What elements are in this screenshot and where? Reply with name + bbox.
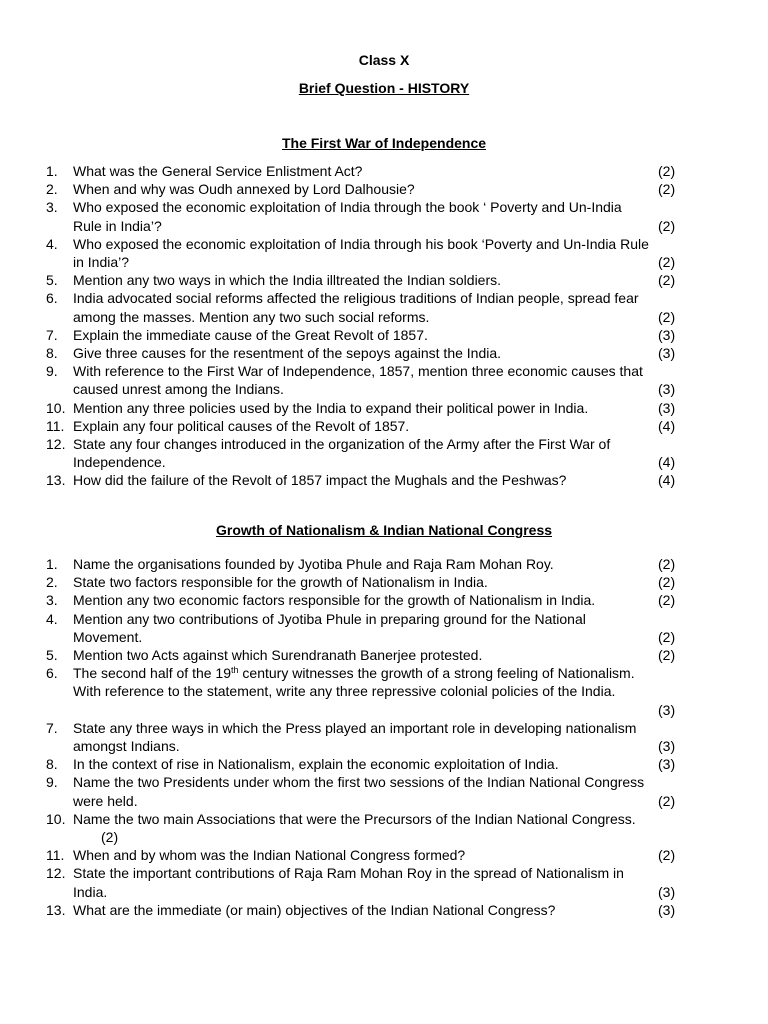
question-item: [0, 435, 713, 471]
question-item: [0, 326, 713, 344]
subtitle: Brief Question - HISTORY: [298, 80, 470, 96]
question-marks: (3): [658, 701, 676, 718]
question-marks: (3): [658, 399, 676, 416]
question-marks: (3): [658, 345, 676, 362]
question-number: 9.: [46, 363, 58, 380]
question-item: [0, 646, 713, 664]
question-marks: (2): [101, 829, 119, 846]
question-item: [0, 198, 713, 234]
question-text-continued: among the masses. Mention any two such social reforms.: [73, 308, 430, 325]
question-text: State two factors responsible for the growth of Nationalism in India.: [73, 574, 488, 591]
question-item: [0, 362, 713, 398]
question-list-nationalism: [0, 555, 713, 919]
question-number: 10.: [46, 399, 66, 416]
question-text: How did the failure of the Revolt of 1857 impact the Mughals and the Peshwas?: [73, 472, 567, 489]
question-text: When and why was Oudh annexed by Lord Dalhousie?: [73, 181, 415, 198]
question-text: Name the two Presidents under whom the first two sessions of the Indian National Congress: [73, 774, 645, 791]
question-number: 1.: [46, 556, 58, 572]
question-number: 9.: [46, 774, 58, 791]
question-number: 13.: [46, 472, 66, 489]
question-number: 8.: [46, 756, 58, 773]
question-text: In the context of rise in Nationalism, explain the economic exploitation of India.: [73, 756, 559, 773]
question-text-continued: caused unrest among the Indians.: [73, 381, 284, 398]
question-marks: (3): [658, 756, 676, 773]
question-number: 6.: [46, 290, 58, 307]
question-text: Name the two main Associations that were the Precursors of the Indian National Congress.: [73, 810, 636, 827]
question-marks: (3): [658, 738, 676, 755]
question-number: 7.: [46, 326, 58, 343]
question-text: Name the organisations founded by Jyotiba Phule and Raja Ram Mohan Roy.: [73, 556, 554, 572]
question-number: 6.: [46, 665, 58, 682]
question-number: 12.: [46, 865, 66, 882]
question-item: [0, 719, 713, 755]
question-marks: (2): [658, 574, 676, 591]
question-item: [0, 846, 713, 864]
question-text-continued: in India’?: [73, 254, 130, 271]
question-item: [0, 755, 713, 773]
question-text: [73, 664, 713, 682]
question-number: 11.: [46, 847, 65, 864]
question-number: 2.: [46, 574, 58, 591]
question-number: 11.: [46, 417, 65, 434]
question-marks: (2): [658, 272, 676, 289]
question-text-continued: Rule in India’?: [73, 217, 162, 234]
question-number: 4.: [46, 235, 58, 252]
question-text-continued: Movement.: [73, 628, 143, 645]
question-item: [0, 773, 713, 809]
question-number: 8.: [46, 345, 58, 362]
question-marks: (3): [658, 326, 676, 343]
question-marks: (2): [658, 308, 676, 325]
question-marks: (2): [658, 181, 676, 198]
question-item: [0, 573, 713, 591]
question-text: Mention any two ways in which the India illtreated the Indian soldiers.: [73, 272, 502, 289]
question-number: 5.: [46, 272, 58, 289]
question-text-part: century witnesses the growth of a strong feeling of Nationalism.: [238, 665, 635, 682]
question-number: 3.: [46, 199, 58, 216]
question-item: [0, 180, 713, 198]
question-item: [0, 162, 713, 180]
question-item: [0, 591, 713, 609]
question-marks: (3): [658, 381, 676, 398]
question-text: Give three causes for the resentment of the sepoys against the India.: [73, 345, 502, 362]
question-text: Who exposed the economic exploitation of India through the book ‘ Poverty and Un-India: [73, 199, 622, 216]
question-text: State any three ways in which the Press played an important role in developing nationalism: [73, 719, 637, 736]
question-marks: (2): [658, 628, 676, 645]
question-text-continued: were held.: [73, 792, 138, 809]
question-number: 13.: [46, 901, 66, 918]
question-marks: (3): [658, 883, 676, 900]
question-item: [0, 610, 713, 646]
question-text: State any four changes introduced in the organization of the Army after the First War of: [73, 436, 611, 453]
question-number: 7.: [46, 719, 58, 736]
question-text-continued: With reference to the statement, write any three repressive colonial policies of the India.: [73, 683, 616, 700]
question-item: [0, 555, 713, 573]
question-marks: (2): [658, 163, 676, 179]
question-number: 3.: [46, 592, 58, 609]
question-marks: (2): [658, 556, 676, 572]
question-marks: (2): [658, 254, 676, 270]
question-item: [0, 664, 713, 719]
question-marks: (3): [658, 901, 676, 918]
superscript-th: th: [231, 665, 239, 676]
question-item: [0, 235, 713, 271]
question-text: Mention two Acts against which Surendranath Banerjee protested.: [73, 647, 483, 664]
question-marks: (4): [658, 472, 676, 489]
question-list-first-war: [0, 162, 713, 490]
question-item: [0, 810, 713, 846]
question-item: [0, 471, 713, 489]
question-text: Mention any two economic factors responsible for the growth of Nationalism in India.: [73, 592, 596, 609]
question-text-part: The second half of the 19: [73, 665, 231, 682]
question-marks: (2): [658, 647, 676, 664]
question-marks: (4): [658, 454, 676, 471]
question-text: Explain the immediate cause of the Great Revolt of 1857.: [73, 326, 428, 343]
section-title-first-war: The First War of Independence: [281, 135, 487, 151]
question-number: 1.: [46, 163, 58, 179]
question-item: [0, 399, 713, 417]
question-item: [0, 417, 713, 435]
question-text: Mention any two contributions of Jyotiba Phule in preparing ground for the National: [73, 610, 586, 627]
question-number: 4.: [46, 610, 58, 627]
question-item: [0, 344, 713, 362]
question-item: [0, 901, 713, 919]
question-text: When and by whom was the Indian National Congress formed?: [73, 847, 466, 864]
question-number: 10.: [46, 810, 66, 827]
question-marks: (2): [658, 792, 676, 809]
question-marks: (2): [658, 847, 676, 864]
question-item: [0, 289, 713, 325]
question-marks: (2): [658, 592, 676, 609]
question-item: [0, 864, 713, 900]
question-text: State the important contributions of Raja Ram Mohan Roy in the spread of Nationalism in: [73, 865, 624, 882]
question-text: Explain any four political causes of the Revolt of 1857.: [73, 417, 410, 434]
question-text: Mention any three policies used by the India to expand their political power in India.: [73, 399, 589, 416]
question-text: What was the General Service Enlistment Act?: [73, 163, 363, 179]
question-number: 12.: [46, 436, 66, 453]
question-text: Who exposed the economic exploitation of India through his book ‘Poverty and Un-India Rule: [73, 235, 649, 252]
question-item: [0, 271, 713, 289]
question-text: What are the immediate (or main) objectives of the Indian National Congress?: [73, 901, 556, 918]
question-text-continued: amongst Indians.: [73, 738, 180, 755]
question-marks: (2): [658, 217, 676, 234]
question-number: 5.: [46, 647, 58, 664]
question-marks: (4): [658, 417, 676, 434]
class-title: Class X: [358, 52, 410, 68]
question-text: India advocated social reforms affected the religious traditions of Indian people, spread fear: [73, 290, 639, 307]
question-text-continued: Independence.: [73, 454, 166, 471]
section-title-nationalism: Growth of Nationalism & Indian National Congress: [215, 522, 553, 538]
question-number: 2.: [46, 181, 58, 198]
question-text-continued: India.: [73, 883, 108, 900]
question-text: With reference to the First War of Independence, 1857, mention three economic causes that: [73, 363, 643, 380]
